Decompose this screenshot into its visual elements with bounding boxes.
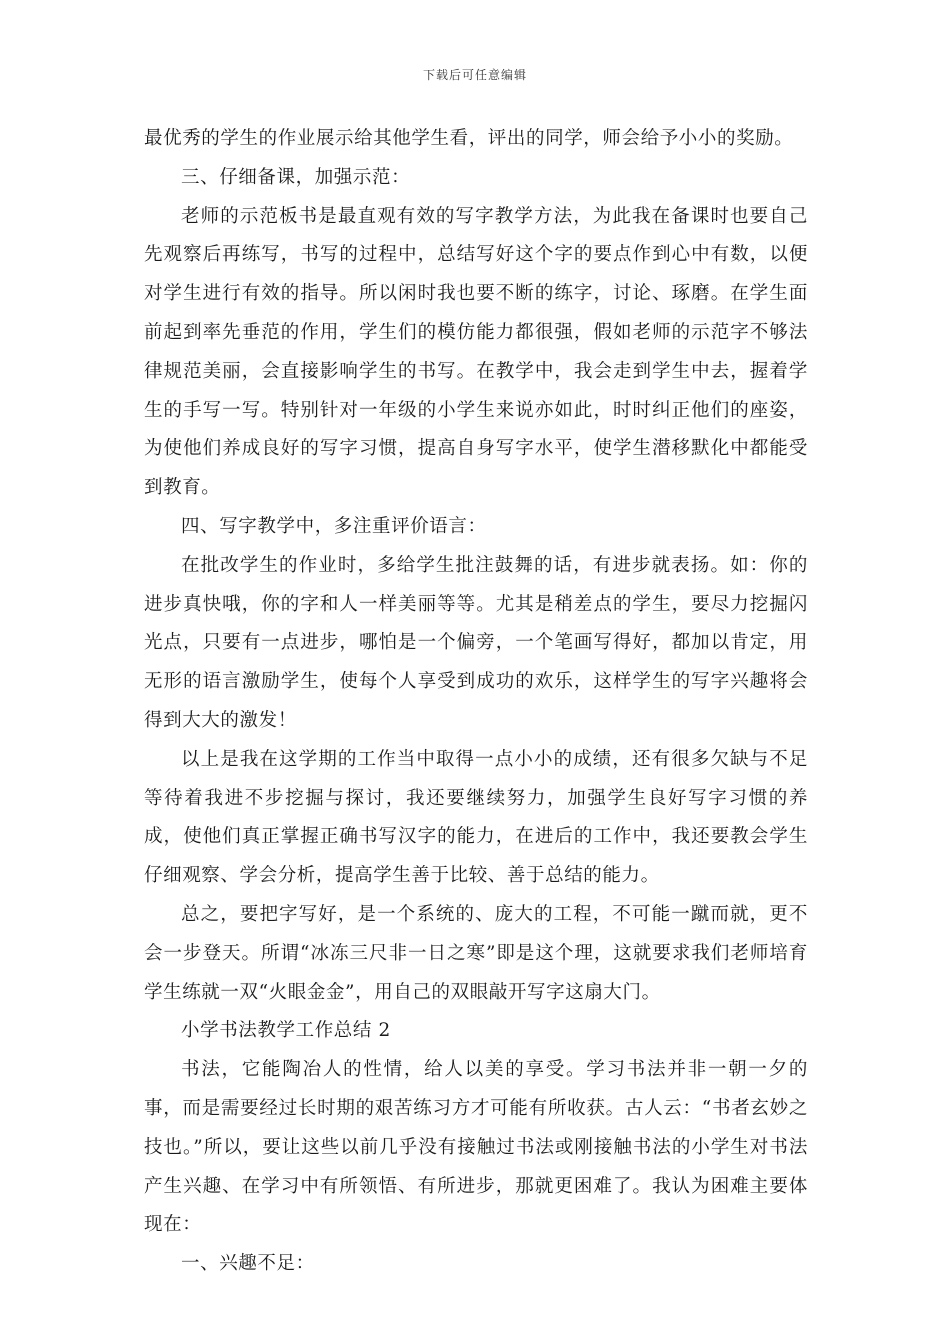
article-title-2: 小学书法教学工作总结 2 [181, 1020, 391, 1042]
section-heading-one: 一、兴趣不足： [181, 1253, 315, 1275]
paragraph-summary: 以上是我在这学期的工作当中取得一点小小的成绩，还有很多欠缺与不足等待着我进不步挖掘与探讨，我还要继续努力，加强学生良好写字习惯的养成，使他们真正掌握正确书写汉字的能力，在进后的工作中，我还要教会学生仔细观察、学会分析，提高学生善于比较、善于总结的能力。 [144, 748, 808, 887]
section-heading-four: 四、写字教学中，多注重评价语言： [181, 515, 487, 537]
paragraph-demonstration: 老师的示范板书是最直观有效的写字教学方法，为此我在备课时也要自己先观察后再练写，书写的过程中，总结写好这个字的要点作到心中有数，以便对学生进行有效的指导。所以闲时我也要不断的练字，讨论、琢磨。在学生面前起到率先垂范的作用，学生们的模仿能力都很强，假如老师的示范字不够法律规范美丽，会直接影响学生的书写。在教学中，我会走到学生中去，握着学生的手写一写。特别针对一年级的小学生来说亦如此，时时纠正他们的座姿，为使他们养成良好的写字习惯，提高自身写字水平，使学生潜移默化中都能受到教育。 [144, 205, 808, 499]
paragraph-conclusion: 总之，要把字写好，是一个系统的、庞大的工程，不可能一蹴而就，更不会一步登天。所谓“冰冻三尺非一日之寒”即是这个理，这就要求我们老师培育学生练就一双“火眼金金”，用自己的双眼敲开写字这扇大门。 [144, 903, 808, 1003]
document-body [144, 120, 808, 1284]
paragraph-evaluation: 在批改学生的作业时，多给学生批注鼓舞的话，有进步就表扬。如：你的进步真快哦，你的字和人一样美丽等等。尤其是稍差点的学生，要尽力挖掘闪光点，只要有一点进步，哪怕是一个偏旁，一个笔画写得好，都加以肯定，用无形的语言激励学生，使每个人享受到成功的欢乐，这样学生的写字兴趣将会得到大大的激发！ [144, 554, 808, 731]
section-heading-three: 三、仔细备课，加强示范： [181, 166, 411, 188]
paragraph-award: 最优秀的学生的作业展示给其他学生看，评出的同学，师会给予小小的奖励。 [144, 128, 794, 149]
paragraph-calligraphy-intro: 书法，它能陶冶人的性情，给人以美的享受。学习书法并非一朝一夕的事，而是需要经过长时期的艰苦练习方才可能有所收获。古人云：“书者玄妙之技也。”所以，要让这些以前几乎没有接触过书法或刚接触书法的小学生对书法产生兴趣、在学习中有所领悟、有所进步，那就更困难了。我认为困难主要体现在： [144, 1059, 808, 1236]
page-header-note: 下载后可任意编辑 [422, 68, 527, 82]
